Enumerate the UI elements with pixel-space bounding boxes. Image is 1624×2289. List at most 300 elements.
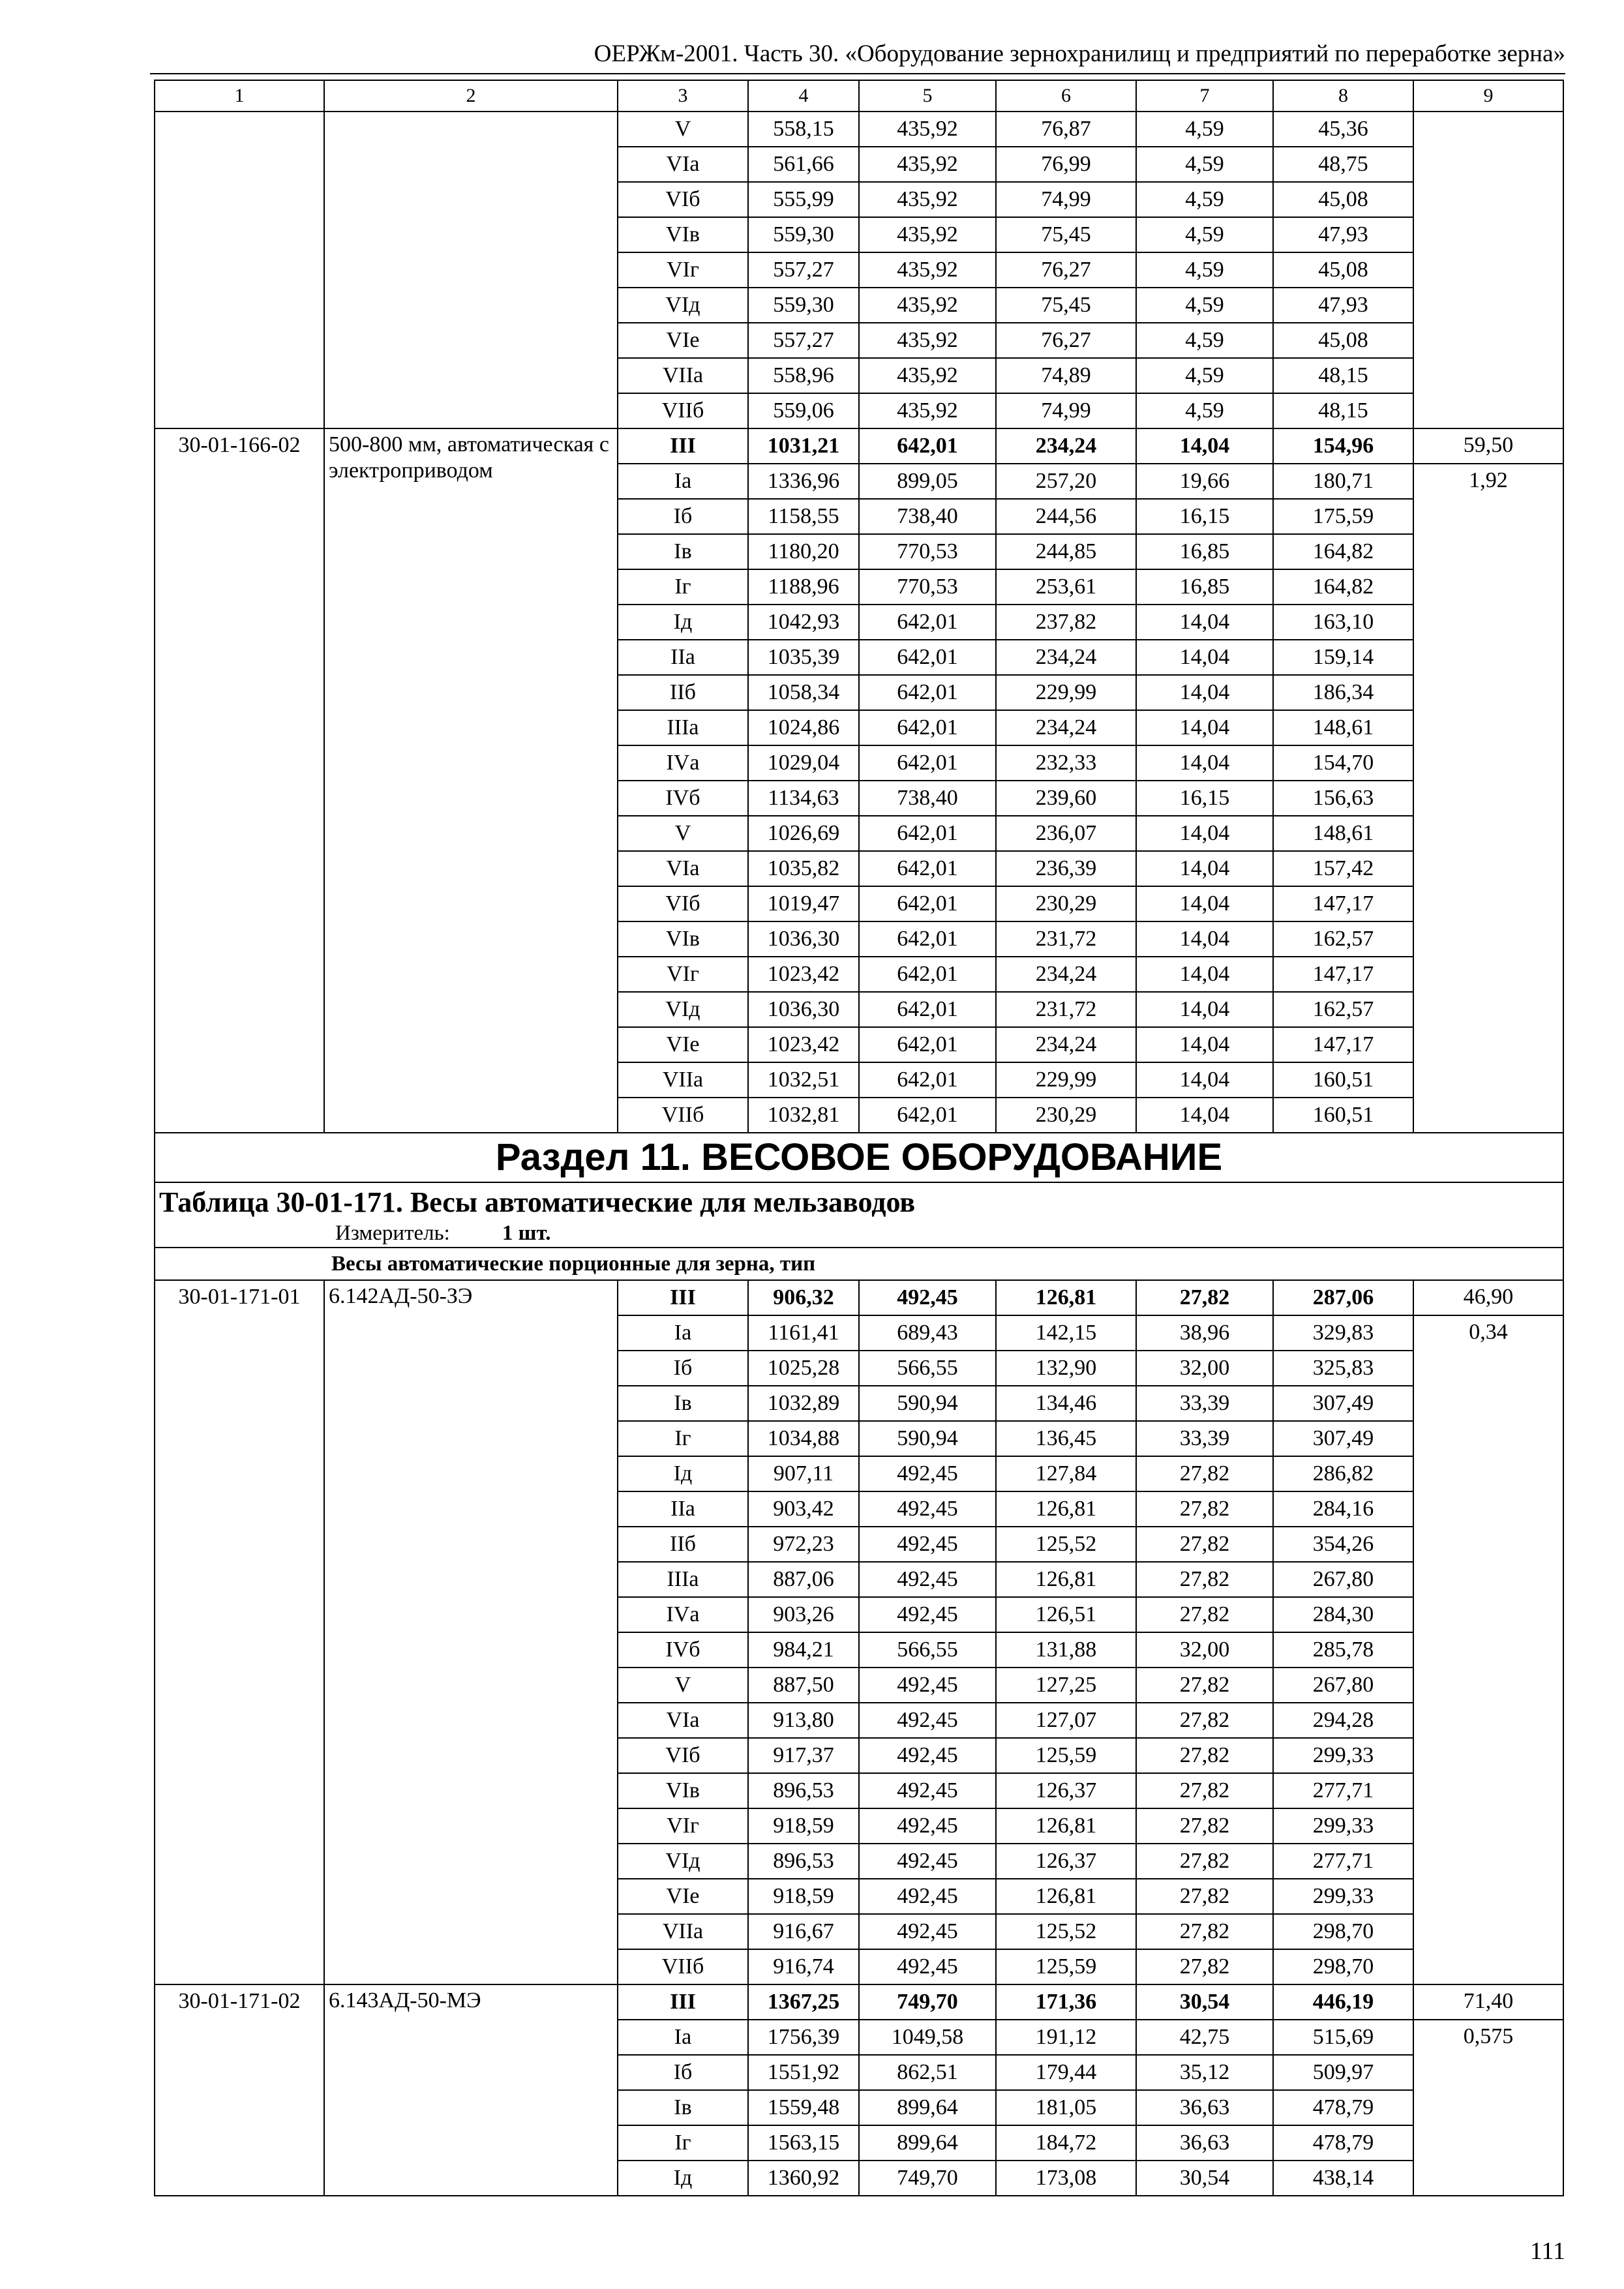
cost-value: 1551,92 — [748, 2055, 859, 2090]
cost-value: 38,96 — [1136, 1315, 1273, 1351]
region-zone: VIа — [618, 147, 748, 182]
cost-value: 229,99 — [996, 1062, 1136, 1098]
cost-value: 918,59 — [748, 1879, 859, 1914]
region-zone: III — [618, 1984, 748, 2020]
cost-value: 191,12 — [996, 2020, 1136, 2055]
cost-value: 642,01 — [859, 1027, 996, 1062]
cost-value: 298,70 — [1273, 1914, 1413, 1949]
cost-value: 899,64 — [859, 2125, 996, 2161]
cost-value: 277,71 — [1273, 1844, 1413, 1879]
table-body — [155, 80, 1563, 2196]
region-zone: IVа — [618, 1597, 748, 1632]
cost-value: 492,45 — [859, 1879, 996, 1914]
cost-value: 234,24 — [996, 710, 1136, 745]
cost-value: 642,01 — [859, 886, 996, 921]
cost-value: 27,82 — [1136, 1668, 1273, 1703]
cost-value: 14,04 — [1136, 605, 1273, 640]
region-zone: Iа — [618, 2020, 748, 2055]
cost-value: 125,59 — [996, 1738, 1136, 1773]
cost-value: 590,94 — [859, 1386, 996, 1421]
cost-value: 896,53 — [748, 1773, 859, 1808]
cost-value: 16,85 — [1136, 569, 1273, 605]
region-zone: IIб — [618, 675, 748, 710]
cost-value: 1134,63 — [748, 781, 859, 816]
region-zone: III — [618, 1280, 748, 1315]
cost-value: 231,72 — [996, 921, 1136, 957]
cost-value: 749,70 — [859, 2161, 996, 2196]
measure-line — [159, 1219, 1559, 1247]
cost-value: 642,01 — [859, 605, 996, 640]
cost-value: 559,30 — [748, 217, 859, 252]
region-zone: VIе — [618, 323, 748, 358]
cost-value: 492,45 — [859, 1808, 996, 1844]
cost-value: 1158,55 — [748, 499, 859, 534]
region-zone: Iд — [618, 605, 748, 640]
cost-value: 492,45 — [859, 1527, 996, 1562]
cost-value: 27,82 — [1136, 1456, 1273, 1491]
cost-value: 435,92 — [859, 288, 996, 323]
region-zone: Iг — [618, 2125, 748, 2161]
cost-value: 75,45 — [996, 288, 1136, 323]
region-zone: Iб — [618, 499, 748, 534]
cost-value: 642,01 — [859, 1098, 996, 1133]
region-zone: Iа — [618, 464, 748, 499]
cost-value: 27,82 — [1136, 1949, 1273, 1984]
cost-value: 236,07 — [996, 816, 1136, 851]
page-number: 111 — [1529, 2237, 1565, 2265]
cost-value: 267,80 — [1273, 1562, 1413, 1597]
cost-value: 76,27 — [996, 252, 1136, 288]
cost-value: 180,71 — [1273, 464, 1413, 499]
table-title: Таблица 30-01-171. Весы автоматические для мельзаводов — [159, 1186, 916, 1218]
table-row — [155, 428, 1563, 464]
table-title-row — [155, 1182, 1563, 1248]
cost-value: 126,37 — [996, 1844, 1136, 1879]
cost-value: 770,53 — [859, 534, 996, 569]
machine-value: 1,92 — [1413, 464, 1563, 1133]
cost-value: 642,01 — [859, 851, 996, 886]
region-zone: IVб — [618, 781, 748, 816]
cost-value: 14,04 — [1136, 992, 1273, 1027]
labor-value: 46,90 — [1413, 1280, 1563, 1315]
cost-value: 230,29 — [996, 1098, 1136, 1133]
region-zone: VIд — [618, 992, 748, 1027]
cost-value: 1049,58 — [859, 2020, 996, 2055]
cost-value: 148,61 — [1273, 710, 1413, 745]
cost-value: 126,81 — [996, 1808, 1136, 1844]
cost-value: 492,45 — [859, 1562, 996, 1597]
cost-value: 4,59 — [1136, 252, 1273, 288]
cost-value: 492,45 — [859, 1844, 996, 1879]
cost-value: 642,01 — [859, 710, 996, 745]
cost-value: 76,27 — [996, 323, 1136, 358]
cost-value: 14,04 — [1136, 1062, 1273, 1098]
cost-value: 887,06 — [748, 1562, 859, 1597]
cost-value: 27,82 — [1136, 1773, 1273, 1808]
cost-value: 299,33 — [1273, 1879, 1413, 1914]
cost-value: 738,40 — [859, 781, 996, 816]
cost-value: 515,69 — [1273, 2020, 1413, 2055]
region-zone: V — [618, 112, 748, 147]
cost-value: 307,49 — [1273, 1421, 1413, 1456]
cost-value: 4,59 — [1136, 112, 1273, 147]
cost-value: 32,00 — [1136, 1351, 1273, 1386]
cost-value: 45,08 — [1273, 252, 1413, 288]
cost-value: 509,97 — [1273, 2055, 1413, 2090]
cost-value: 4,59 — [1136, 358, 1273, 393]
cost-value: 234,24 — [996, 1027, 1136, 1062]
cost-value: 42,75 — [1136, 2020, 1273, 2055]
cost-value: 907,11 — [748, 1456, 859, 1491]
cost-value: 492,45 — [859, 1491, 996, 1527]
cost-value: 478,79 — [1273, 2090, 1413, 2125]
cost-value: 74,99 — [996, 393, 1136, 428]
cost-value: 156,63 — [1273, 781, 1413, 816]
region-zone: VIIа — [618, 1062, 748, 1098]
cost-value: 147,17 — [1273, 1027, 1413, 1062]
cost-value: 45,08 — [1273, 182, 1413, 217]
cost-value: 913,80 — [748, 1703, 859, 1738]
cost-value: 492,45 — [859, 1456, 996, 1491]
region-zone: VIв — [618, 1773, 748, 1808]
cost-value: 916,74 — [748, 1949, 859, 1984]
cost-value: 234,24 — [996, 957, 1136, 992]
cost-value: 1026,69 — [748, 816, 859, 851]
cost-value: 435,92 — [859, 252, 996, 288]
region-zone: Iв — [618, 1386, 748, 1421]
item-code — [155, 112, 324, 428]
cost-value: 642,01 — [859, 1062, 996, 1098]
cost-value: 770,53 — [859, 569, 996, 605]
cost-value: 1032,51 — [748, 1062, 859, 1098]
cost-value: 642,01 — [859, 992, 996, 1027]
cost-value: 125,52 — [996, 1914, 1136, 1949]
cost-value: 126,81 — [996, 1280, 1136, 1315]
region-zone: VIб — [618, 886, 748, 921]
cost-value: 237,82 — [996, 605, 1136, 640]
cost-value: 171,36 — [996, 1984, 1136, 2020]
region-zone: IVб — [618, 1632, 748, 1668]
cost-value: 36,63 — [1136, 2090, 1273, 2125]
cost-value: 435,92 — [859, 358, 996, 393]
cost-value: 74,99 — [996, 182, 1136, 217]
cost-value: 173,08 — [996, 2161, 1136, 2196]
region-zone: VIг — [618, 252, 748, 288]
cost-value: 48,15 — [1273, 393, 1413, 428]
cost-value: 27,82 — [1136, 1491, 1273, 1527]
header-rule — [150, 73, 1565, 74]
cost-value: 4,59 — [1136, 182, 1273, 217]
cost-value: 76,87 — [996, 112, 1136, 147]
cost-value: 903,26 — [748, 1597, 859, 1632]
cost-value: 1035,39 — [748, 640, 859, 675]
cost-value: 125,59 — [996, 1949, 1136, 1984]
cost-value: 1559,48 — [748, 2090, 859, 2125]
cost-value: 1029,04 — [748, 745, 859, 781]
cost-value: 561,66 — [748, 147, 859, 182]
cost-value: 27,82 — [1136, 1703, 1273, 1738]
cost-value: 126,81 — [996, 1491, 1136, 1527]
cost-value: 126,81 — [996, 1879, 1136, 1914]
region-zone: VIа — [618, 1703, 748, 1738]
cost-value: 555,99 — [748, 182, 859, 217]
labor-value: 59,50 — [1413, 428, 1563, 464]
cost-value: 287,06 — [1273, 1280, 1413, 1315]
cost-value: 1360,92 — [748, 2161, 859, 2196]
cost-value: 4,59 — [1136, 393, 1273, 428]
group-subtitle-row — [155, 1248, 1563, 1280]
cost-value: 689,43 — [859, 1315, 996, 1351]
region-zone: Iб — [618, 2055, 748, 2090]
cost-value: 14,04 — [1136, 745, 1273, 781]
cost-value: 35,12 — [1136, 2055, 1273, 2090]
cost-value: 134,46 — [996, 1386, 1136, 1421]
section-title: Раздел 11. ВЕСОВОЕ ОБОРУДОВАНИЕ — [155, 1133, 1563, 1182]
table-title-cell — [155, 1182, 1563, 1248]
region-zone: IIIа — [618, 1562, 748, 1597]
cost-value: 30,54 — [1136, 1984, 1273, 2020]
cost-value: 478,79 — [1273, 2125, 1413, 2161]
cost-value: 557,27 — [748, 323, 859, 358]
cost-value: 435,92 — [859, 182, 996, 217]
cost-value: 642,01 — [859, 816, 996, 851]
item-code: 30-01-171-01 — [155, 1280, 324, 1984]
region-zone: Iа — [618, 1315, 748, 1351]
cost-value: 16,15 — [1136, 781, 1273, 816]
cost-value: 164,82 — [1273, 534, 1413, 569]
cost-value: 4,59 — [1136, 288, 1273, 323]
cost-value: 244,56 — [996, 499, 1136, 534]
cost-value: 27,82 — [1136, 1879, 1273, 1914]
cost-value: 642,01 — [859, 428, 996, 464]
region-zone: IIа — [618, 1491, 748, 1527]
cost-value: 74,89 — [996, 358, 1136, 393]
cost-value: 27,82 — [1136, 1914, 1273, 1949]
cost-value: 4,59 — [1136, 217, 1273, 252]
cost-value: 642,01 — [859, 745, 996, 781]
cost-value: 642,01 — [859, 640, 996, 675]
cost-value: 27,82 — [1136, 1280, 1273, 1315]
cost-value: 232,33 — [996, 745, 1136, 781]
cost-value: 45,36 — [1273, 112, 1413, 147]
cost-value: 234,24 — [996, 640, 1136, 675]
cost-value: 435,92 — [859, 323, 996, 358]
region-zone: Iв — [618, 2090, 748, 2125]
cost-value: 1031,21 — [748, 428, 859, 464]
cost-value: 4,59 — [1136, 323, 1273, 358]
machine-value: 0,34 — [1413, 1315, 1563, 1984]
cost-value: 917,37 — [748, 1738, 859, 1773]
column-number: 7 — [1136, 80, 1273, 112]
cost-value: 179,44 — [996, 2055, 1136, 2090]
column-number: 4 — [748, 80, 859, 112]
cost-value: 164,82 — [1273, 569, 1413, 605]
cost-value: 1058,34 — [748, 675, 859, 710]
column-number: 5 — [859, 80, 996, 112]
cost-value: 19,66 — [1136, 464, 1273, 499]
cost-value: 286,82 — [1273, 1456, 1413, 1491]
cost-value: 294,28 — [1273, 1703, 1413, 1738]
cost-value: 1188,96 — [748, 569, 859, 605]
region-zone: V — [618, 1668, 748, 1703]
cost-value: 27,82 — [1136, 1808, 1273, 1844]
region-zone: V — [618, 816, 748, 851]
cost-value: 14,04 — [1136, 886, 1273, 921]
cost-value: 972,23 — [748, 1527, 859, 1562]
table-row — [155, 1984, 1563, 2020]
cost-value: 253,61 — [996, 569, 1136, 605]
region-zone: IIб — [618, 1527, 748, 1562]
cost-value: 14,04 — [1136, 1027, 1273, 1062]
cost-value: 14,04 — [1136, 428, 1273, 464]
cost-value: 1032,81 — [748, 1098, 859, 1133]
cost-value: 4,59 — [1136, 147, 1273, 182]
cost-value: 16,85 — [1136, 534, 1273, 569]
cost-value: 738,40 — [859, 499, 996, 534]
cost-value: 14,04 — [1136, 1098, 1273, 1133]
cost-value: 642,01 — [859, 675, 996, 710]
cost-value: 175,59 — [1273, 499, 1413, 534]
cost-value: 887,50 — [748, 1668, 859, 1703]
cost-value: 1024,86 — [748, 710, 859, 745]
column-number: 1 — [155, 80, 324, 112]
cost-value: 354,26 — [1273, 1527, 1413, 1562]
column-number: 8 — [1273, 80, 1413, 112]
cost-value: 446,19 — [1273, 1984, 1413, 2020]
cost-value: 492,45 — [859, 1668, 996, 1703]
cost-value: 916,67 — [748, 1914, 859, 1949]
cost-value: 14,04 — [1136, 816, 1273, 851]
region-zone: VIа — [618, 851, 748, 886]
running-header: ОЕРЖм-2001. Часть 30. «Оборудование зернохранилищ и предприятий по переработке зерна» — [594, 40, 1565, 67]
cost-value: 435,92 — [859, 112, 996, 147]
cost-value: 14,04 — [1136, 710, 1273, 745]
cost-value: 299,33 — [1273, 1738, 1413, 1773]
cost-value: 1023,42 — [748, 1027, 859, 1062]
cost-value: 862,51 — [859, 2055, 996, 2090]
cost-value: 307,49 — [1273, 1386, 1413, 1421]
cost-value: 163,10 — [1273, 605, 1413, 640]
cost-value: 45,08 — [1273, 323, 1413, 358]
cost-value: 184,72 — [996, 2125, 1136, 2161]
cost-value: 142,15 — [996, 1315, 1136, 1351]
region-zone: VIе — [618, 1879, 748, 1914]
region-zone: Iд — [618, 2161, 748, 2196]
cost-value: 1032,89 — [748, 1386, 859, 1421]
cost-value: 236,39 — [996, 851, 1136, 886]
item-description — [324, 112, 618, 428]
cost-value: 559,30 — [748, 288, 859, 323]
cost-value: 590,94 — [859, 1421, 996, 1456]
cost-value: 492,45 — [859, 1703, 996, 1738]
cost-value: 127,07 — [996, 1703, 1136, 1738]
cost-value: 1563,15 — [748, 2125, 859, 2161]
cost-value: 148,61 — [1273, 816, 1413, 851]
cost-value: 492,45 — [859, 1738, 996, 1773]
cost-value: 1180,20 — [748, 534, 859, 569]
cost-value: 435,92 — [859, 147, 996, 182]
cost-value: 903,42 — [748, 1491, 859, 1527]
cost-value: 27,82 — [1136, 1844, 1273, 1879]
cost-value: 1025,28 — [748, 1351, 859, 1386]
cost-value: 285,78 — [1273, 1632, 1413, 1668]
empty-cell — [1413, 112, 1563, 428]
cost-value: 1756,39 — [748, 2020, 859, 2055]
cost-value: 231,72 — [996, 992, 1136, 1027]
column-number: 3 — [618, 80, 748, 112]
cost-value: 48,15 — [1273, 358, 1413, 393]
region-zone: Iв — [618, 534, 748, 569]
cost-value: 75,45 — [996, 217, 1136, 252]
cost-value: 1161,41 — [748, 1315, 859, 1351]
cost-value: 984,21 — [748, 1632, 859, 1668]
cost-value: 48,75 — [1273, 147, 1413, 182]
cost-value: 642,01 — [859, 957, 996, 992]
cost-value: 76,99 — [996, 147, 1136, 182]
cost-value: 1019,47 — [748, 886, 859, 921]
item-description: 6.143АД-50-МЭ — [324, 1984, 618, 2196]
cost-value: 267,80 — [1273, 1668, 1413, 1703]
cost-value: 918,59 — [748, 1808, 859, 1844]
cost-value: 492,45 — [859, 1949, 996, 1984]
cost-value: 239,60 — [996, 781, 1136, 816]
region-zone: Iг — [618, 569, 748, 605]
cost-value: 558,15 — [748, 112, 859, 147]
cost-value: 435,92 — [859, 393, 996, 428]
region-zone: III — [618, 428, 748, 464]
cost-value: 162,57 — [1273, 992, 1413, 1027]
price-table — [154, 80, 1564, 2196]
cost-value: 136,45 — [996, 1421, 1136, 1456]
cost-value: 492,45 — [859, 1773, 996, 1808]
cost-value: 36,63 — [1136, 2125, 1273, 2161]
cost-value: 1036,30 — [748, 992, 859, 1027]
cost-value: 435,92 — [859, 217, 996, 252]
cost-value: 162,57 — [1273, 921, 1413, 957]
region-zone: IVа — [618, 745, 748, 781]
cost-value: 27,82 — [1136, 1597, 1273, 1632]
region-zone: VIг — [618, 957, 748, 992]
cost-value: 899,64 — [859, 2090, 996, 2125]
region-zone: VIд — [618, 288, 748, 323]
cost-value: 27,82 — [1136, 1562, 1273, 1597]
cost-value: 154,96 — [1273, 428, 1413, 464]
section-title-row — [155, 1133, 1563, 1182]
region-zone: Iг — [618, 1421, 748, 1456]
cost-value: 1036,30 — [748, 921, 859, 957]
cost-value: 566,55 — [859, 1351, 996, 1386]
cost-value: 1367,25 — [748, 1984, 859, 2020]
measure-label: Измеритель: — [335, 1221, 450, 1245]
cost-value: 125,52 — [996, 1527, 1136, 1562]
cost-value: 906,32 — [748, 1280, 859, 1315]
table-row — [155, 1280, 1563, 1315]
region-zone: VIв — [618, 921, 748, 957]
measure-value: 1 шт. — [502, 1221, 551, 1245]
cost-value: 132,90 — [996, 1351, 1136, 1386]
region-zone: VIв — [618, 217, 748, 252]
cost-value: 277,71 — [1273, 1773, 1413, 1808]
cost-value: 557,27 — [748, 252, 859, 288]
cost-value: 147,17 — [1273, 886, 1413, 921]
region-zone: Iб — [618, 1351, 748, 1386]
region-zone: IIIа — [618, 710, 748, 745]
cost-value: 30,54 — [1136, 2161, 1273, 2196]
cost-value: 160,51 — [1273, 1098, 1413, 1133]
cost-value: 1023,42 — [748, 957, 859, 992]
cost-value: 16,15 — [1136, 499, 1273, 534]
region-zone: Iд — [618, 1456, 748, 1491]
